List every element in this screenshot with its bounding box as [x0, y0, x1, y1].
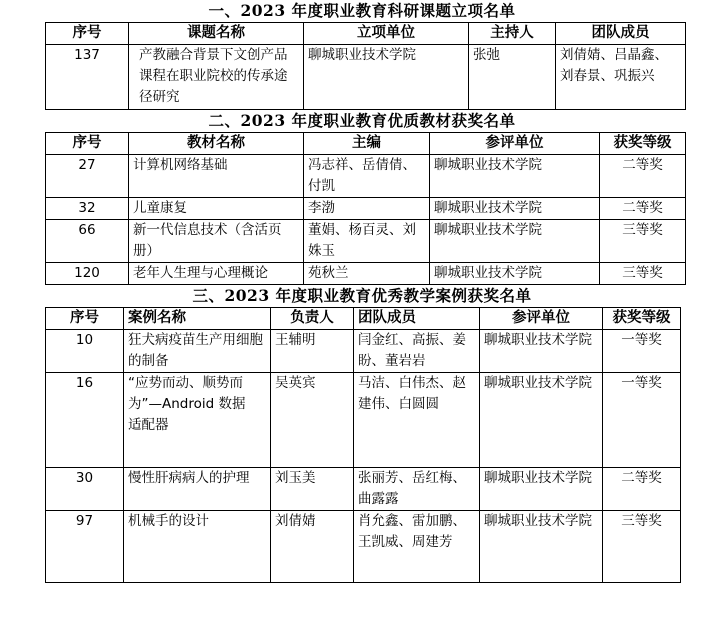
serial-number: 10 — [46, 330, 124, 373]
chief-editor: 李渤 — [304, 198, 430, 220]
chief-editor: 冯志祥、岳倩倩、付凯 — [304, 155, 430, 198]
participating-unit: 聊城职业技术学院 — [480, 468, 603, 511]
case-name: “应势而动、顺势而为”—Android 数据 适配器 — [124, 373, 271, 468]
case-leader: 刘倩婧 — [271, 511, 354, 583]
project-leader: 张弛 — [469, 45, 556, 110]
case-name: 狂犬病疫苗生产用细胞的制备 — [124, 330, 271, 373]
case-leader: 刘玉美 — [271, 468, 354, 511]
header-cell: 参评单位 — [480, 308, 603, 330]
table-header-row — [46, 23, 686, 45]
award-level: 二等奖 — [600, 155, 686, 198]
section-1-title: 一、2023 年度职业教育科研课题立项名单 — [208, 1, 516, 20]
table-header-row — [46, 133, 686, 155]
header-cell: 获奖等级 — [603, 308, 681, 330]
participating-unit: 聊城职业技术学院 — [480, 511, 603, 583]
award-level: 二等奖 — [600, 198, 686, 220]
chief-editor: 董娟、杨百灵、刘姝玉 — [304, 220, 430, 263]
serial-number: 120 — [46, 263, 129, 285]
textbook-name: 儿童康复 — [129, 198, 304, 220]
case-name: 机械手的设计 — [124, 511, 271, 583]
header-cell: 课题名称 — [129, 23, 304, 45]
case-name: 慢性肝病病人的护理 — [124, 468, 271, 511]
award-level: 三等奖 — [603, 511, 681, 583]
participating-unit: 聊城职业技术学院 — [480, 330, 603, 373]
serial-number: 30 — [46, 468, 124, 511]
case-leader: 王辅明 — [271, 330, 354, 373]
header-cell: 主编 — [304, 133, 430, 155]
header-cell: 序号 — [46, 308, 124, 330]
header-cell: 主持人 — [469, 23, 556, 45]
header-cell: 序号 — [46, 133, 129, 155]
project-unit: 聊城职业技术学院 — [304, 45, 469, 110]
table-row — [46, 373, 681, 468]
award-level: 一等奖 — [603, 330, 681, 373]
award-level: 一等奖 — [603, 373, 681, 468]
participating-unit: 聊城职业技术学院 — [480, 373, 603, 468]
table-row — [46, 330, 681, 373]
teaching-cases-table — [45, 307, 681, 583]
table-row — [46, 198, 686, 220]
serial-number: 16 — [46, 373, 124, 468]
project-name: 产教融合背景下文创产品课程在职业院校的传承途径研究 — [129, 45, 304, 110]
textbook-name: 计算机网络基础 — [129, 155, 304, 198]
participating-unit: 聊城职业技术学院 — [430, 263, 600, 285]
participating-unit: 聊城职业技术学院 — [430, 155, 600, 198]
team-members: 刘倩婧、吕晶鑫、刘春景、巩振兴 — [556, 45, 686, 110]
header-cell: 序号 — [46, 23, 129, 45]
header-cell: 案例名称 — [124, 308, 271, 330]
participating-unit: 聊城职业技术学院 — [430, 220, 600, 263]
textbook-awards-table — [45, 132, 686, 285]
header-cell: 参评单位 — [430, 133, 600, 155]
header-cell: 立项单位 — [304, 23, 469, 45]
award-level: 二等奖 — [603, 468, 681, 511]
team-members: 马洁、白伟杰、赵建伟、白圆圆 — [354, 373, 480, 468]
section-3-title: 三、2023 年度职业教育优秀教学案例获奖名单 — [192, 286, 532, 305]
chief-editor: 苑秋兰 — [304, 263, 430, 285]
serial-number: 97 — [46, 511, 124, 583]
header-cell: 获奖等级 — [600, 133, 686, 155]
serial-number: 66 — [46, 220, 129, 263]
table-row — [46, 45, 686, 110]
case-leader: 吴英宾 — [271, 373, 354, 468]
table-row — [46, 155, 686, 198]
table-row — [46, 220, 686, 263]
header-cell: 团队成员 — [556, 23, 686, 45]
header-cell: 团队成员 — [354, 308, 480, 330]
research-projects-table — [45, 22, 686, 110]
serial-number: 32 — [46, 198, 129, 220]
award-level: 三等奖 — [600, 263, 686, 285]
award-level: 三等奖 — [600, 220, 686, 263]
header-cell: 负责人 — [271, 308, 354, 330]
serial-number: 137 — [46, 45, 129, 110]
table-header-row — [46, 308, 681, 330]
participating-unit: 聊城职业技术学院 — [430, 198, 600, 220]
textbook-name: 老年人生理与心理概论 — [129, 263, 304, 285]
team-members: 肖允鑫、雷加鹏、王凯威、周建芳 — [354, 511, 480, 583]
team-members: 张丽芳、岳红梅、曲露露 — [354, 468, 480, 511]
serial-number: 27 — [46, 155, 129, 198]
section-2-title: 二、2023 年度职业教育优质教材获奖名单 — [208, 111, 516, 130]
team-members: 闫金红、高振、姜盼、董岩岩 — [354, 330, 480, 373]
textbook-name: 新一代信息技术（含活页册） — [129, 220, 304, 263]
table-row — [46, 263, 686, 285]
table-row — [46, 511, 681, 583]
header-cell: 教材名称 — [129, 133, 304, 155]
table-row — [46, 468, 681, 511]
